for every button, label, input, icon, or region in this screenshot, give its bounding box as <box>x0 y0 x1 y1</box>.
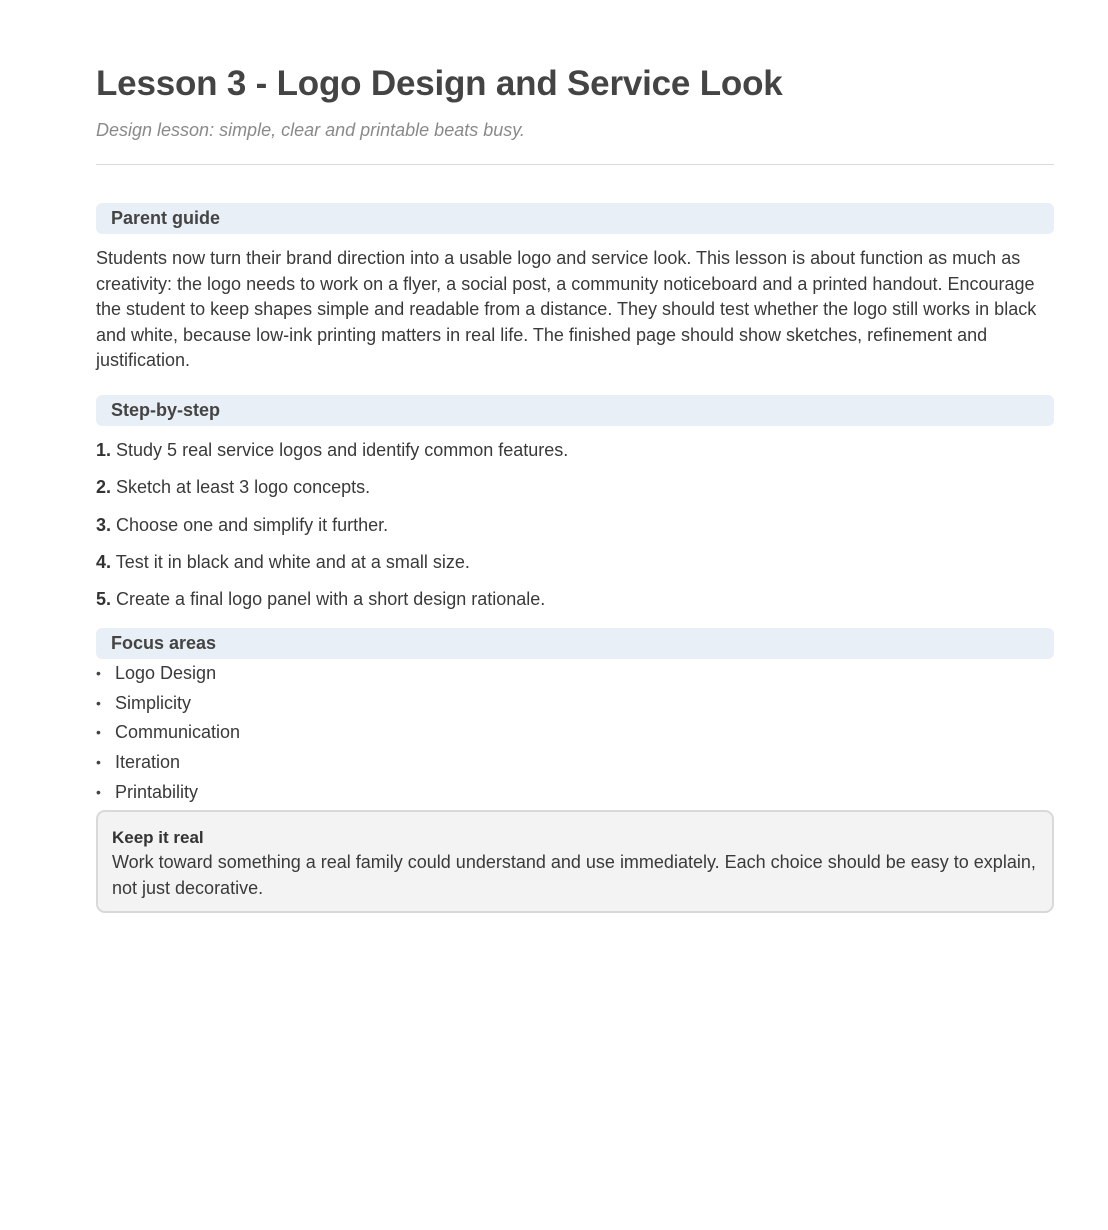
step-text: Create a final logo panel with a short design rationale. <box>116 589 546 610</box>
keep-it-real-callout <box>96 810 1054 913</box>
bullet-icon: • <box>96 665 101 682</box>
bullet-icon: • <box>96 753 101 770</box>
focus-areas-list <box>96 659 1054 807</box>
callout-title: Keep it real <box>112 828 204 848</box>
bullet-icon: • <box>96 694 101 711</box>
focus-area-label: Logo Design <box>115 663 217 684</box>
focus-area-label: Simplicity <box>115 692 192 713</box>
step-number: 1. <box>96 439 112 460</box>
page-subtitle: Design lesson: simple, clear and printable beats busy. <box>96 120 525 140</box>
steps-list <box>96 438 1054 611</box>
step-text: Study 5 real service logos and identify common features. <box>116 439 569 460</box>
focus-area-label: Communication <box>115 722 241 743</box>
bullet-icon: • <box>96 783 101 800</box>
step-text: Choose one and simplify it further. <box>116 514 389 535</box>
step-number: 5. <box>96 589 112 610</box>
list-item <box>96 659 1054 689</box>
step-number: 2. <box>96 477 112 498</box>
focus-area-label: Printability <box>115 781 199 802</box>
step-text: Sketch at least 3 logo concepts. <box>116 477 371 498</box>
parent-guide-heading: Parent guide <box>96 203 1054 234</box>
step-item <box>96 438 1054 462</box>
page-title: Lesson 3 - Logo Design and Service Look <box>96 64 783 103</box>
step-number: 4. <box>96 551 112 572</box>
focus-areas-heading: Focus areas <box>96 628 1054 659</box>
list-item <box>96 689 1054 719</box>
step-number: 3. <box>96 514 112 535</box>
step-item <box>96 513 1054 537</box>
step-text: Test it in black and white and at a small size. <box>115 551 470 572</box>
bullet-icon: • <box>96 724 101 741</box>
list-item <box>96 748 1054 778</box>
list-item <box>96 778 1054 808</box>
header-divider <box>96 164 1054 165</box>
callout-text: Work toward something a real family could understand and use immediately. Each choice should be easy to explain, not just decorative. <box>112 852 1036 898</box>
step-by-step-heading: Step-by-step <box>96 395 1054 426</box>
step-item <box>96 587 1054 611</box>
parent-guide-text: Students now turn their brand direction into a usable logo and service look. This lesson is about function as much as creativity: the logo needs to work on a flyer, a social post, a community noticeboard and a printed handout. Encourage the student to keep shapes simple and readable from a distance. They should test whether the logo still works in black and white, because low-ink printing matters in real life. The finished page should show sketches, refinement and justification. <box>96 248 1037 371</box>
step-item <box>96 475 1054 499</box>
focus-area-label: Iteration <box>115 751 181 772</box>
step-item <box>96 550 1054 574</box>
list-item <box>96 718 1054 748</box>
